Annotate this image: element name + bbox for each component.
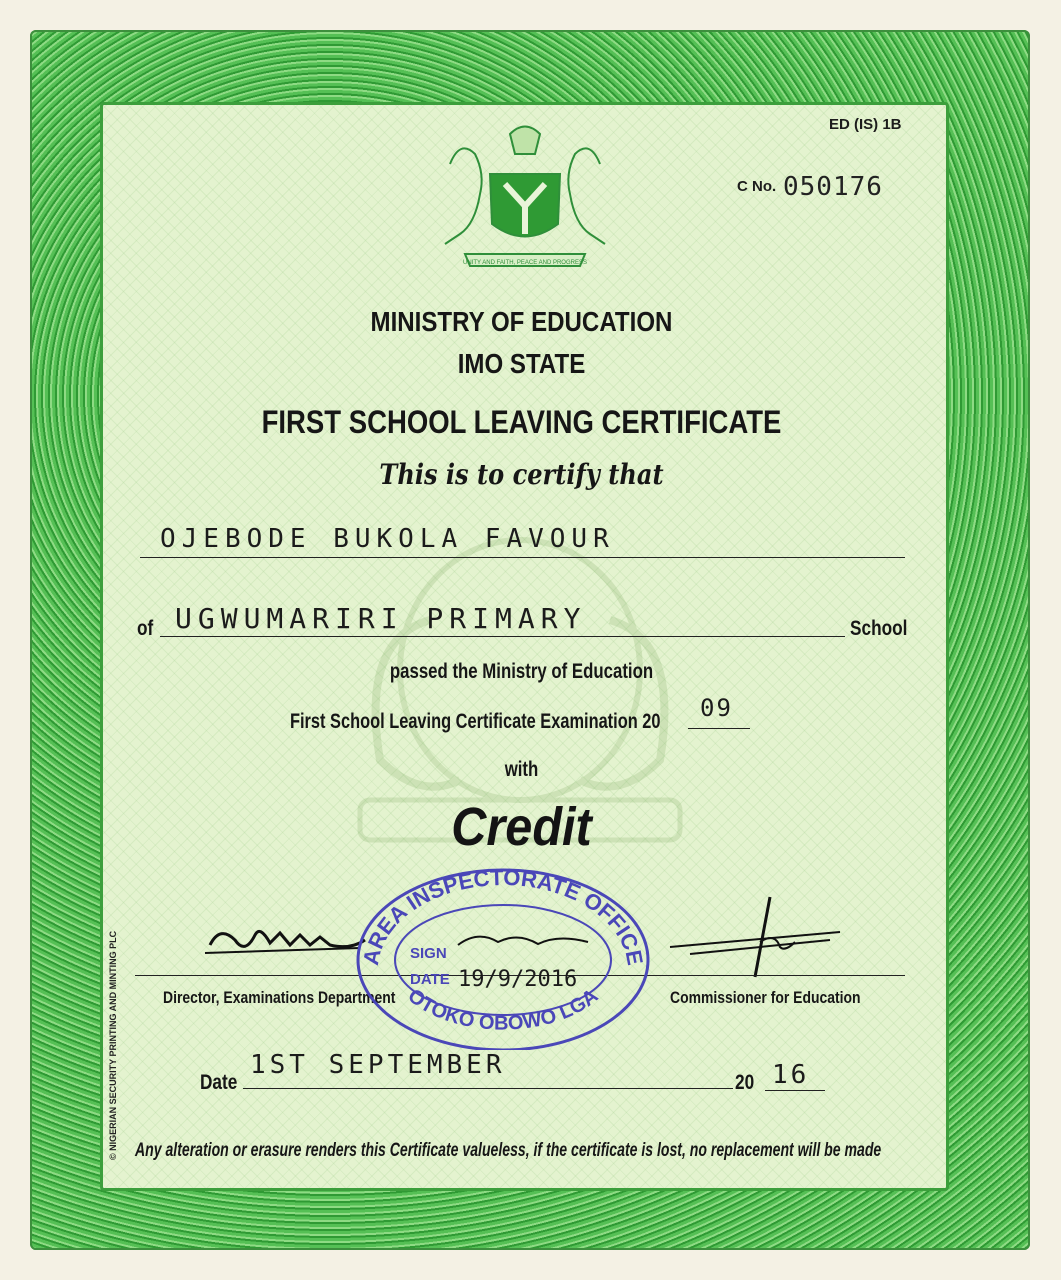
with-label: with — [504, 758, 539, 781]
passed-line: passed the Ministry of Education — [389, 660, 654, 683]
date-underline — [243, 1088, 733, 1089]
form-code: ED (IS) 1B — [829, 116, 902, 133]
stamp-top-text: AREA INSPECTORATE OFFICE — [357, 864, 648, 968]
stamp-date-label: DATE — [410, 971, 450, 988]
of-label: of — [137, 617, 154, 640]
certificate-title: FIRST SCHOOL LEAVING CERTIFICATE — [261, 404, 782, 440]
exam-line: First School Leaving Certificate Examination 20 — [290, 710, 661, 733]
commissioner-label: Commissioner for Education — [670, 988, 861, 1007]
issue-year-underline — [765, 1090, 825, 1091]
commissioner-signature — [660, 892, 850, 982]
director-signature — [200, 915, 370, 975]
serial-number: 050176 — [783, 172, 883, 202]
issue-year-suffix: 16 — [772, 1060, 810, 1090]
coat-of-arms-emblem — [430, 114, 620, 274]
holder-name: OJEBODE BUKOLA FAVOUR — [160, 524, 615, 554]
printer-credit: © NIGERIAN SECURITY PRINTING AND MINTING PLC — [108, 930, 118, 1160]
stamp-date-value: 19/9/2016 — [458, 967, 578, 992]
footer-notice: Any alteration or erasure renders this Certificate valueless, if the certificate is lost, no replacement will be made — [135, 1140, 882, 1161]
ministry-heading: MINISTRY OF EDUCATION — [370, 306, 673, 337]
school-underline — [160, 636, 845, 637]
stamp-bottom-text: OTOKO OBOWO LGA — [403, 984, 603, 1035]
motto-text: UNITY AND FAITH, PEACE AND PROGRESS — [463, 260, 587, 266]
exam-year-underline — [688, 728, 750, 729]
school-label: School — [850, 617, 908, 640]
exam-year-suffix: 09 — [700, 694, 733, 722]
date-label: Date — [200, 1071, 238, 1094]
serial-label: C No. — [737, 178, 777, 195]
area-inspectorate-stamp — [348, 860, 658, 1050]
state-heading: IMO STATE — [457, 348, 586, 379]
year-prefix: 20 — [735, 1071, 755, 1094]
school-name: UGWUMARIRI PRIMARY — [175, 602, 587, 635]
director-label: Director, Examinations Department — [163, 988, 396, 1007]
certify-line: This is to certify that — [379, 458, 664, 491]
issue-day-month: 1ST SEPTEMBER — [250, 1050, 506, 1080]
grade: Credit — [451, 797, 592, 857]
name-underline — [140, 557, 905, 558]
stamp-sign-label: SIGN — [410, 945, 447, 962]
